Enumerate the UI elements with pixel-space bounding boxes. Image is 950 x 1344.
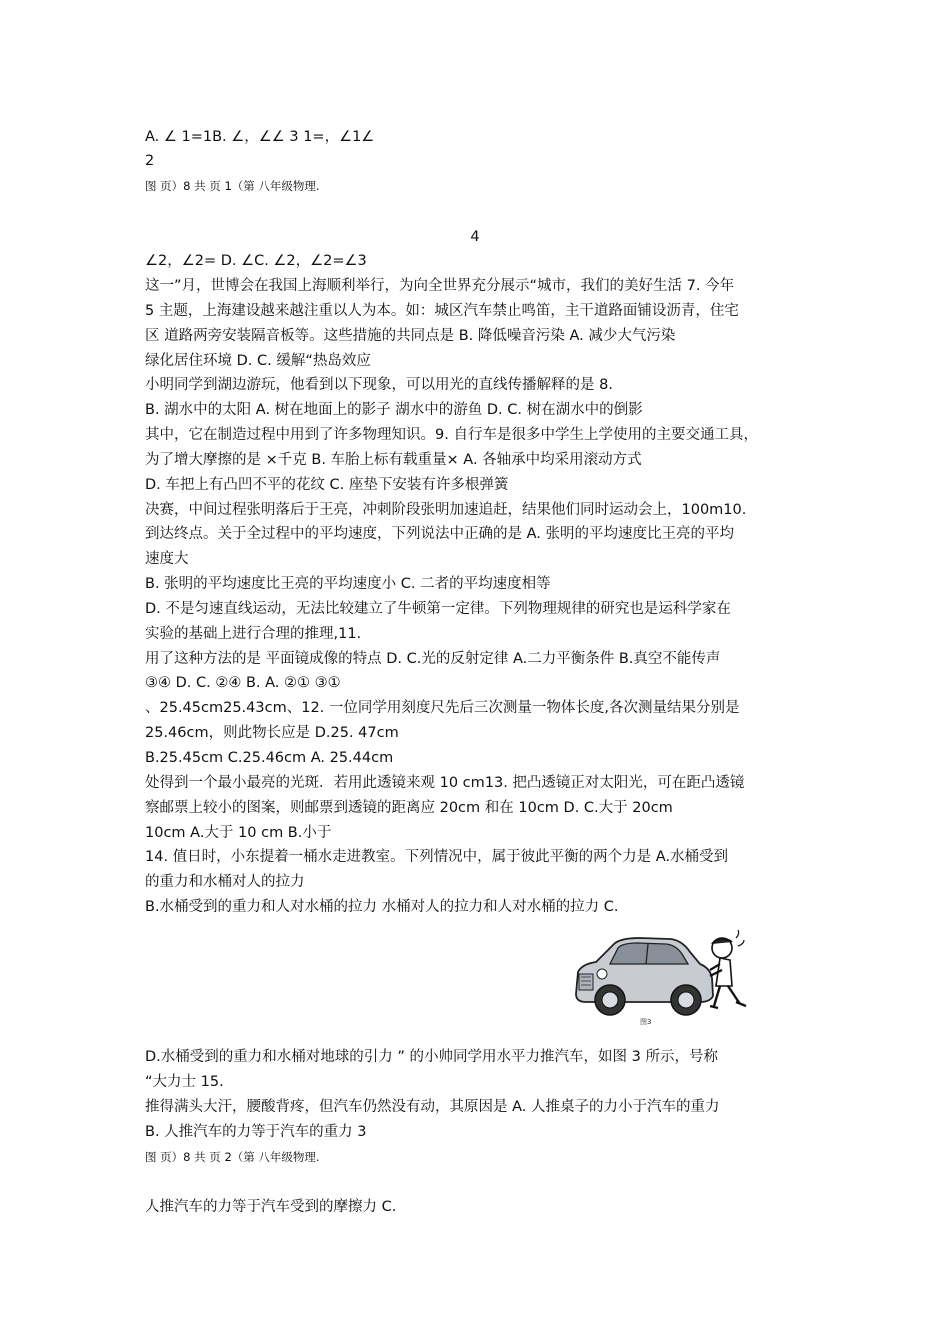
text-line: 处得到一个最小最亮的光斑．若用此透镜来观 10 cm13. 把凸透镜正对太阳光，可在距凸透镜: [145, 775, 745, 791]
text-line: 用了这种方法的是 平面镜成像的特点 D. C.光的反射定律 A.二力平衡条件 B.真空不能传声: [145, 651, 721, 667]
text-line: B. 张明的平均速度比王亮的平均速度小 C. 二者的平均速度相等: [145, 576, 551, 592]
text-line: 绿化居住环境 D. C. 缓解“热岛效应: [145, 353, 371, 369]
text-line: D. 不是匀速直线运动，无法比较建立了牛顿第一定律。下列物理规律的研究也是运科学家在: [145, 601, 731, 617]
text-line: ∠2，∠2= D. ∠C. ∠2，∠2=∠3: [145, 253, 367, 269]
text-line: 为了增大摩擦的是 ×千克 B. 车胎上标有载重量× A. 各轴承中均采用滚动方式: [145, 452, 642, 468]
car-pushing-person-illustration: [570, 924, 755, 1030]
text-line: B.水桶受到的重力和人对水桶的拉力 水桶对人的拉力和人对水桶的拉力 C.: [145, 899, 619, 915]
text-line: 14. 值日时，小东提着一桶水走进教室。下列情况中，属于彼此平衡的两个力是 A.水桶受到: [145, 849, 729, 865]
text-line: 到达终点。关于全过程中的平均速度，下列说法中正确的是 A. 张明的平均速度比王亮的平均: [145, 526, 734, 542]
page-footer: 图 页）8 共 页 1（第 八年级物理.: [145, 179, 320, 193]
text-line: A. ∠ 1=1B. ∠，∠∠ 3 1=，∠1∠: [145, 129, 375, 145]
text-line: 、25.45cm25.43cm、12. 一位同学用刻度尺先后三次测量一物体长度,各次测量结果分别是: [145, 700, 740, 716]
text-line: 人推汽车的力等于汽车受到的摩擦力 C.: [145, 1199, 397, 1215]
text-line: 25.46cm，则此物长应是 D.25. 47cm: [145, 725, 399, 741]
text-line: 实验的基础上进行合理的推理,11.: [145, 626, 362, 642]
text-line: 推得满头大汗，腰酸背疼，但汽车仍然没有动，其原因是 A. 人推桌子的力小于汽车的重力: [145, 1099, 720, 1115]
text-line: B. 人推汽车的力等于汽车的重力 3: [145, 1124, 367, 1140]
text-line: 的重力和水桶对人的拉力: [145, 874, 305, 890]
text-line: 小明同学到湖边游玩，他看到以下现象，可以用光的直线传播解释的是 8.: [145, 377, 613, 393]
text-line: 10cm A.大于 10 cm B.小于: [145, 825, 332, 841]
text-line: B.25.45cm C.25.46cm A. 25.44cm: [145, 750, 394, 766]
page-number: 4: [470, 229, 480, 245]
page-footer: 图 页）8 共 页 2（第 八年级物理.: [145, 1150, 320, 1164]
text-line: 这一”月，世博会在我国上海顺利举行，为向全世界充分展示“城市，我们的美好生活 7. 今年: [145, 278, 735, 294]
text-line: 其中，它在制造过程中用到了许多物理知识。9. 自行车是很多中学生上学使用的主要交通工具，: [145, 427, 758, 443]
text-line: D. 车把上有凸凹不平的花纹 C. 座垫下安装有许多根弹簧: [145, 477, 509, 493]
text-line: B. 湖水中的太阳 A. 树在地面上的影子 湖水中的游鱼 D. C. 树在湖水中的倒影: [145, 402, 643, 418]
figure-caption: 图3: [640, 1018, 652, 1026]
text-line: “大力士 15.: [145, 1074, 224, 1090]
text-line: D.水桶受到的重力和水桶对地球的引力 ” 的小帅同学用水平力推汽车，如图 3 所示，号称: [145, 1049, 718, 1065]
text-line: 区 道路两旁安装隔音板等。这些措施的共同点是 B. 降低噪音污染 A. 减少大气污染: [145, 328, 676, 344]
text-line: 决赛，中间过程张明落后于王亮，冲刺阶段张明加速追赶，结果他们同时运动会上，100m10.: [145, 502, 747, 518]
text-line: 2: [145, 153, 155, 169]
text-line: 察邮票上较小的图案，则邮票到透镜的距离应 20cm 和在 10cm D. C.大于 20cm: [145, 800, 673, 816]
text-line: 速度大: [145, 551, 189, 567]
text-line: 5 主题，上海建设越来越注重以人为本。如：城区汽车禁止鸣笛，主干道路面铺设沥青，住宅: [145, 303, 739, 319]
text-line: ③④ D. C. ②④ B. A. ②① ③①: [145, 675, 341, 691]
